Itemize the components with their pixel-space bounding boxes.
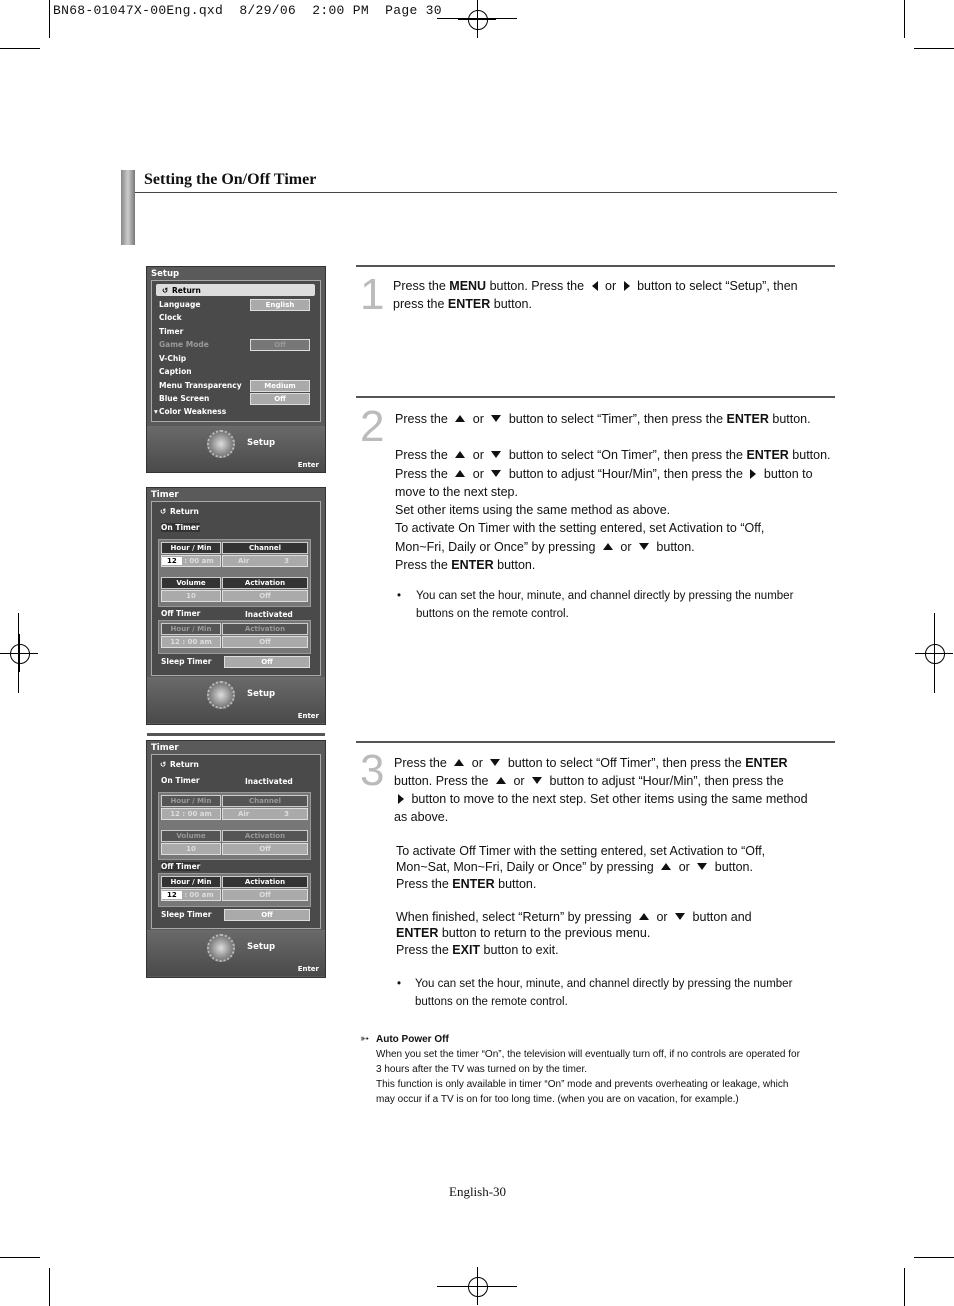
volume-header: Volume <box>161 577 221 589</box>
enter-key: ENTER <box>396 926 439 940</box>
step-3-bullet-line-1: You can set the hour, minute, and channel directly by pressing the number <box>415 978 793 990</box>
volume-value: 10 <box>161 843 221 855</box>
text: button and <box>689 910 752 924</box>
crop-mark <box>0 1257 40 1258</box>
osd-footer-label: Setup <box>247 942 276 952</box>
step-2-line-8 <box>395 556 535 574</box>
step-2-line-1 <box>395 410 811 428</box>
registration-mark-icon <box>458 1267 496 1305</box>
osd-footer-label: Setup <box>247 438 276 448</box>
step-3-line-3 <box>394 790 808 808</box>
step-2-line-6: To activate On Timer with the setting entered, set Activation to “Off, <box>395 521 765 535</box>
time-value <box>161 555 221 567</box>
osd-value-blue-screen: Off <box>250 393 310 405</box>
exit-key: EXIT <box>452 943 481 957</box>
text: or <box>601 279 620 293</box>
off-timer-grid <box>158 620 311 654</box>
step-3-line-5: To activate Off Timer with the setting entered, set Activation to “Off, <box>396 844 766 858</box>
text: button. <box>788 448 831 462</box>
down-arrow-icon <box>675 913 685 920</box>
osd-timer-panel <box>151 754 321 929</box>
osd-off-timer-label: Off Timer <box>161 609 201 618</box>
channel-header: Channel <box>222 795 308 807</box>
enter-key: ENTER <box>452 877 495 891</box>
return-icon: ↺ <box>160 507 167 516</box>
hour-min-header: Hour / Min <box>161 542 221 554</box>
osd-item-color-weakness: Color Weakness <box>159 407 227 416</box>
time-value: 12 : 00 am <box>161 808 221 820</box>
osd-top-rule <box>147 733 325 736</box>
section-bar <box>121 170 135 245</box>
text: Mon~Sat, Mon~Fri, Daily or Once” by pressing <box>396 860 658 874</box>
text: or <box>509 774 529 788</box>
right-arrow-icon <box>398 794 404 804</box>
hour-field: 12 <box>162 557 182 565</box>
text: button to select “Setup”, then <box>633 279 798 293</box>
up-arrow-icon <box>661 863 671 870</box>
text: or <box>675 860 694 874</box>
text: button to select “Off Timer”, then press the <box>504 756 746 770</box>
text: Press the <box>396 877 453 891</box>
right-arrow-icon <box>750 469 756 479</box>
channel-value <box>222 555 308 567</box>
air-label: Air <box>238 557 250 565</box>
on-timer-grid <box>158 792 311 860</box>
time-value <box>161 889 221 901</box>
setup-gear-icon <box>207 681 235 709</box>
step-1-number: 1 <box>360 270 385 319</box>
enter-key: ENTER <box>447 297 491 311</box>
step-1-line-1 <box>393 277 798 295</box>
text: button. Press the <box>486 279 588 293</box>
text: button. Press the <box>394 774 492 788</box>
hour-field: 12 <box>162 891 182 899</box>
osd-return: Return <box>170 507 199 516</box>
minute-ampm: : 00 am <box>184 557 214 565</box>
down-arrow-icon <box>532 777 542 784</box>
registration-mark-icon <box>915 634 953 672</box>
note-line-1: When you set the timer “On”, the television will eventually turn off, if no controls are operated for <box>376 1049 800 1060</box>
osd-on-timer-label: On Timer <box>161 776 200 785</box>
text: button. <box>652 540 695 554</box>
menu-key: MENU <box>449 279 487 293</box>
text: button to move to the next step. Set other items using the same method <box>408 792 808 806</box>
time-value: 12 : 00 am <box>161 636 221 648</box>
text: button to adjust “Hour/Min”, then press the <box>546 774 784 788</box>
sleep-timer-value: Off <box>224 909 310 921</box>
note-line-4: may occur if a TV is on for too long time. (when you are on vacation, for example.) <box>376 1094 739 1105</box>
osd-value-game-mode: Off <box>250 339 310 351</box>
text: Press the <box>395 412 452 426</box>
activation-header: Activation <box>222 876 308 888</box>
step-2-line-2 <box>395 446 831 464</box>
osd-setup-screen <box>146 266 326 473</box>
text: press the <box>393 297 448 311</box>
enter-key: ENTER <box>745 756 788 770</box>
step-3-number: 3 <box>360 746 385 795</box>
left-arrow-icon <box>592 281 598 291</box>
osd-title: Timer <box>151 490 179 500</box>
up-arrow-icon <box>455 470 465 477</box>
osd-on-timer-label: On Timer <box>161 523 200 532</box>
sleep-timer-value: Off <box>224 656 310 668</box>
text: button to return to the previous menu. <box>438 926 651 940</box>
step-2-line-5: Set other items using the same method as above. <box>395 503 671 517</box>
step-1-line-2 <box>393 295 532 313</box>
enter-key: ENTER <box>746 448 789 462</box>
crop-mark <box>49 0 50 38</box>
step-3-line-7 <box>396 875 536 893</box>
step-3-bullet-line-2: buttons on the remote control. <box>415 996 568 1008</box>
osd-enter-hint: Enter <box>297 965 319 973</box>
step-3-line-9 <box>396 924 650 942</box>
down-arrow-icon <box>639 543 649 550</box>
osd-footer-label: Setup <box>247 689 276 699</box>
activation-value: Off <box>222 889 308 901</box>
bullet: • <box>397 978 402 990</box>
activation-header: Activation <box>222 830 308 842</box>
text: Press the <box>395 467 452 481</box>
step-2-line-7 <box>395 538 695 556</box>
up-arrow-icon <box>455 451 465 458</box>
text: button. <box>493 558 536 572</box>
page-number: English-30 <box>449 1184 507 1199</box>
return-icon: ↺ <box>162 286 169 295</box>
step-2-number: 2 <box>360 402 385 451</box>
crop-mark <box>914 48 954 49</box>
text: Press the <box>395 448 452 462</box>
text: Press the <box>394 756 451 770</box>
registration-mark-icon <box>0 634 38 672</box>
osd-item-timer: Timer <box>159 327 184 336</box>
text: or <box>653 910 672 924</box>
text: or <box>469 448 488 462</box>
activation-value: Off <box>222 636 308 648</box>
osd-item-v-chip: V-Chip <box>159 354 187 363</box>
step-3-line-10 <box>396 941 559 959</box>
activation-value: Off <box>222 590 308 602</box>
activation-value: Off <box>222 843 308 855</box>
osd-return: Return <box>172 286 201 295</box>
osd-timer-off-screen <box>146 740 326 978</box>
osd-item-game-mode: Game Mode <box>159 340 209 349</box>
note-title: Auto Power Off <box>376 1034 449 1045</box>
return-icon: ↺ <box>160 760 167 769</box>
down-arrow-icon <box>491 415 501 422</box>
step-3-line-4: as above. <box>394 810 449 824</box>
activation-header: Activation <box>222 577 308 589</box>
text: Press the <box>396 943 453 957</box>
on-timer-grid <box>158 539 311 607</box>
text: button. <box>490 297 532 311</box>
off-timer-grid <box>158 873 311 907</box>
right-arrow-icon <box>624 281 630 291</box>
text: button. <box>494 877 537 891</box>
hour-min-header: Hour / Min <box>161 623 221 635</box>
note-line-2: 3 hours after the TV was turned on by the timer. <box>376 1064 588 1075</box>
up-arrow-icon <box>496 777 506 784</box>
down-arrow-icon <box>697 863 707 870</box>
setup-gear-icon <box>207 934 235 962</box>
volume-header: Volume <box>161 830 221 842</box>
hour-min-header: Hour / Min <box>161 795 221 807</box>
down-arrow-icon <box>491 470 501 477</box>
down-arrow-icon <box>491 451 501 458</box>
crop-mark <box>904 1268 905 1306</box>
text: button. <box>711 860 753 874</box>
text: button to select “On Timer”, then press the <box>505 448 747 462</box>
text: button. <box>768 412 811 426</box>
enter-key: ENTER <box>451 558 494 572</box>
channel-header: Channel <box>222 542 308 554</box>
step-3-line-2 <box>394 772 784 790</box>
step-1-rule <box>356 265 835 267</box>
osd-return: Return <box>170 760 199 769</box>
crop-mark <box>49 1268 50 1306</box>
step-2-bullet-line-2: buttons on the remote control. <box>416 608 569 620</box>
text: Mon~Fri, Daily or Once” by pressing <box>395 540 599 554</box>
section-title: Setting the On/Off Timer <box>144 171 317 188</box>
text: button to adjust “Hour/Min”, then press the <box>505 467 747 481</box>
text: or <box>469 467 488 481</box>
osd-enter-hint: Enter <box>297 461 319 469</box>
osd-timer-on-screen <box>146 487 326 725</box>
crop-mark <box>904 0 905 38</box>
step-2-rule <box>356 396 835 398</box>
note-line-3: This function is only available in timer “On” mode and prevents overheating or leakage, which <box>376 1079 789 1090</box>
hour-min-header: Hour / Min <box>161 876 221 888</box>
step-2-line-3 <box>395 465 813 483</box>
osd-menu-panel <box>151 280 321 422</box>
bullet: • <box>397 590 402 602</box>
enter-key: ENTER <box>726 412 769 426</box>
up-arrow-icon <box>454 759 464 766</box>
activation-header: Activation <box>222 623 308 635</box>
osd-sleep-timer-label: Sleep Timer <box>161 657 212 666</box>
osd-footer <box>147 426 325 472</box>
crop-mark <box>914 1257 954 1258</box>
file-header: BN68-01047X-00Eng.qxd 8/29/06 2:00 PM Page 30 <box>53 3 442 18</box>
osd-item-menu-transparency: Menu Transparency <box>159 381 242 390</box>
channel-number: 3 <box>284 810 289 818</box>
osd-item-blue-screen: Blue Screen <box>159 394 210 403</box>
step-2-bullet-line-1: You can set the hour, minute, and channel directly by pressing the number <box>416 590 794 602</box>
down-arrow-icon <box>490 759 500 766</box>
volume-value: 10 <box>161 590 221 602</box>
osd-value-language: English <box>250 299 310 311</box>
osd-title: Timer <box>151 743 179 753</box>
note-arrow-icon: ➳ <box>360 1033 370 1045</box>
text: Press the <box>395 558 452 572</box>
scroll-down-icon: ▾ <box>154 407 158 416</box>
osd-enter-hint: Enter <box>297 712 319 720</box>
osd-off-timer-status: Inactivated <box>245 610 293 619</box>
text: Press the <box>393 279 450 293</box>
step-3-line-6 <box>396 858 753 876</box>
registration-mark-icon <box>458 0 496 38</box>
osd-item-clock: Clock <box>159 313 182 322</box>
channel-value <box>222 808 308 820</box>
text: button to select “Timer”, then press the <box>505 412 727 426</box>
osd-item-language: Language <box>159 300 201 309</box>
step-3-rule <box>356 741 835 743</box>
osd-title: Setup <box>151 269 180 279</box>
air-label: Air <box>238 810 250 818</box>
osd-value-menu-transparency: Medium <box>250 380 310 392</box>
text: or <box>469 412 488 426</box>
osd-off-timer-label: Off Timer <box>161 862 201 871</box>
text: or <box>616 540 635 554</box>
step-2-line-4: move to the next step. <box>395 485 518 499</box>
osd-sleep-timer-label: Sleep Timer <box>161 910 212 919</box>
osd-timer-panel <box>151 501 321 676</box>
setup-gear-icon <box>207 430 235 458</box>
osd-footer <box>147 930 325 976</box>
up-arrow-icon <box>639 913 649 920</box>
up-arrow-icon <box>603 543 613 550</box>
osd-on-timer-status: Inactivated <box>245 777 293 786</box>
minute-ampm: : 00 am <box>184 891 214 899</box>
osd-item-caption: Caption <box>159 367 192 376</box>
step-3-line-1 <box>394 754 788 772</box>
title-rule <box>135 192 837 193</box>
text: When finished, select “Return” by pressing <box>396 910 635 924</box>
text: or <box>468 756 487 770</box>
text: button to <box>760 467 813 481</box>
up-arrow-icon <box>455 415 465 422</box>
channel-number: 3 <box>284 557 289 565</box>
osd-footer <box>147 677 325 723</box>
crop-mark <box>0 48 40 49</box>
text: button to exit. <box>480 943 559 957</box>
